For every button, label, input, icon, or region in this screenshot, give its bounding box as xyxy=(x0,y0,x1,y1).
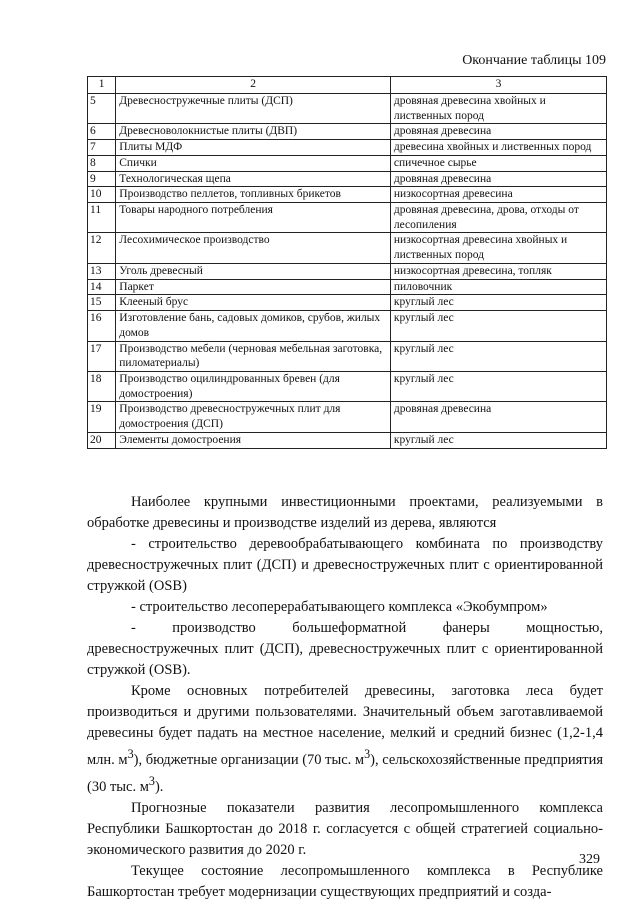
body-text xyxy=(87,492,603,903)
raw-material: низкосортная древесина xyxy=(390,187,606,203)
row-number: 6 xyxy=(88,124,116,140)
row-number: 10 xyxy=(88,187,116,203)
table-row xyxy=(88,124,607,140)
header-col-1: 1 xyxy=(88,77,116,94)
paragraph: Наиболее крупными инвестиционными проектами, реализуемыми в обработке древесины и производстве изделий из дерева, являются xyxy=(87,494,603,531)
table-row xyxy=(88,402,607,432)
table-row xyxy=(88,341,607,371)
row-number: 8 xyxy=(88,155,116,171)
text-run: ). xyxy=(154,778,164,795)
row-number: 13 xyxy=(88,263,116,279)
raw-material: пиловочник xyxy=(390,279,606,295)
paragraph xyxy=(87,681,603,798)
table-row xyxy=(88,140,607,156)
row-number: 15 xyxy=(88,295,116,311)
list-item: - строительство лесоперерабатывающего комплекса «Экобумпром» xyxy=(131,599,548,615)
product-name: Изготовление бань, садовых домиков, срубов, жилых домов xyxy=(116,311,391,341)
header-col-2: 2 xyxy=(116,77,391,94)
row-number: 12 xyxy=(88,233,116,263)
text-run: ), бюджетные организации (70 тыс. м xyxy=(133,751,365,768)
row-number: 16 xyxy=(88,311,116,341)
product-name: Производство древесностружечных плит для домостроения (ДСП) xyxy=(116,402,391,432)
product-name: Древесноволокнистые плиты (ДВП) xyxy=(116,124,391,140)
raw-material: древесина хвойных и лиственных пород xyxy=(390,140,606,156)
raw-material: спичечное сырье xyxy=(390,155,606,171)
row-number: 19 xyxy=(88,402,116,432)
product-name: Технологическая щепа xyxy=(116,171,391,187)
product-name: Клееный брус xyxy=(116,295,391,311)
superscript: 3 xyxy=(364,747,371,761)
list-item: - производство большеформатной фанеры мощностью, древесностружечных плит (ДСП), древесностружечных плит с ориентированной стружкой (OSB). xyxy=(87,620,603,678)
raw-material: дровяная древесина xyxy=(390,124,606,140)
raw-material: круглый лес xyxy=(390,371,606,401)
product-name: Производство оцилиндрованных бревен (для домостроения) xyxy=(116,371,391,401)
raw-material: дровяная древесина xyxy=(390,402,606,432)
product-name: Товары народного потребления xyxy=(116,203,391,233)
table-row xyxy=(88,187,607,203)
table-row xyxy=(88,311,607,341)
row-number: 14 xyxy=(88,279,116,295)
raw-material: дровяная древесина, дрова, отходы от лесопиления xyxy=(390,203,606,233)
product-name: Лесохимическое производство xyxy=(116,233,391,263)
header-col-3: 3 xyxy=(390,77,606,94)
row-number: 7 xyxy=(88,140,116,156)
table-row xyxy=(88,371,607,401)
table-caption: Окончание таблицы 109 xyxy=(462,53,606,68)
row-number: 18 xyxy=(88,371,116,401)
raw-material: круглый лес xyxy=(390,295,606,311)
list-item: - строительство деревообрабатывающего комбината по производству древесностружечных плит (ДСП) и древесностружечных плит с ориентированной стружкой (OSB) xyxy=(87,536,603,594)
superscript: 3 xyxy=(148,773,155,788)
table-row xyxy=(88,171,607,187)
row-number: 20 xyxy=(88,432,116,448)
paragraph: Прогнозные показатели развития лесопромышленного комплекса Республики Башкортостан до 2018 г. согласуется с общей стратегией социально-экономического развития до 2020 г. xyxy=(87,799,603,858)
product-name: Уголь древесный xyxy=(116,263,391,279)
raw-material: дровяная древесина xyxy=(390,171,606,187)
paragraph: Текущее состояние лесопромышленного комплекса в Республике Башкортостан требует модернизации существующих предприятий и созда- xyxy=(87,862,603,900)
raw-material: дровяная древесина хвойных и лиственных пород xyxy=(390,94,606,124)
product-name: Плиты МДФ xyxy=(116,140,391,156)
superscript: 3 xyxy=(127,747,134,761)
product-name: Паркет xyxy=(116,279,391,295)
table-row xyxy=(88,155,607,171)
table-row xyxy=(88,279,607,295)
raw-material: низкосортная древесина, топляк xyxy=(390,263,606,279)
table-header-row xyxy=(88,77,607,94)
table-row xyxy=(88,203,607,233)
product-name: Элементы домостроения xyxy=(116,432,391,448)
table-row xyxy=(88,432,607,448)
raw-material: низкосортная древесина хвойных и лиственных пород xyxy=(390,233,606,263)
product-name: Производство пеллетов, топливных брикетов xyxy=(116,187,391,203)
raw-material: круглый лес xyxy=(390,432,606,448)
product-name: Древесностружечные плиты (ДСП) xyxy=(116,94,391,124)
table-row xyxy=(88,233,607,263)
row-number: 5 xyxy=(88,94,116,124)
table-row xyxy=(88,263,607,279)
raw-material: круглый лес xyxy=(390,341,606,371)
row-number: 17 xyxy=(88,341,116,371)
text-run: Кроме основных потребителей древесины, заготовка леса будет производиться и другими пользователями. Значительный объем заготавливаемой древесины будет падать на местное население, мелкий и средний бизнес (1,2-1,4 млн. м xyxy=(87,683,603,768)
product-name: Производство мебели (черновая мебельная заготовка, пиломатериалы) xyxy=(116,341,391,371)
table-row xyxy=(88,295,607,311)
page-number: 329 xyxy=(579,852,600,867)
text-run: ), сельскохозяйственные предприятия (30 тыс. м xyxy=(87,751,604,795)
raw-material: круглый лес xyxy=(390,311,606,341)
row-number: 11 xyxy=(88,203,116,233)
data-table xyxy=(87,76,607,449)
row-number: 9 xyxy=(88,171,116,187)
table-row xyxy=(88,94,607,124)
product-name: Спички xyxy=(116,155,391,171)
